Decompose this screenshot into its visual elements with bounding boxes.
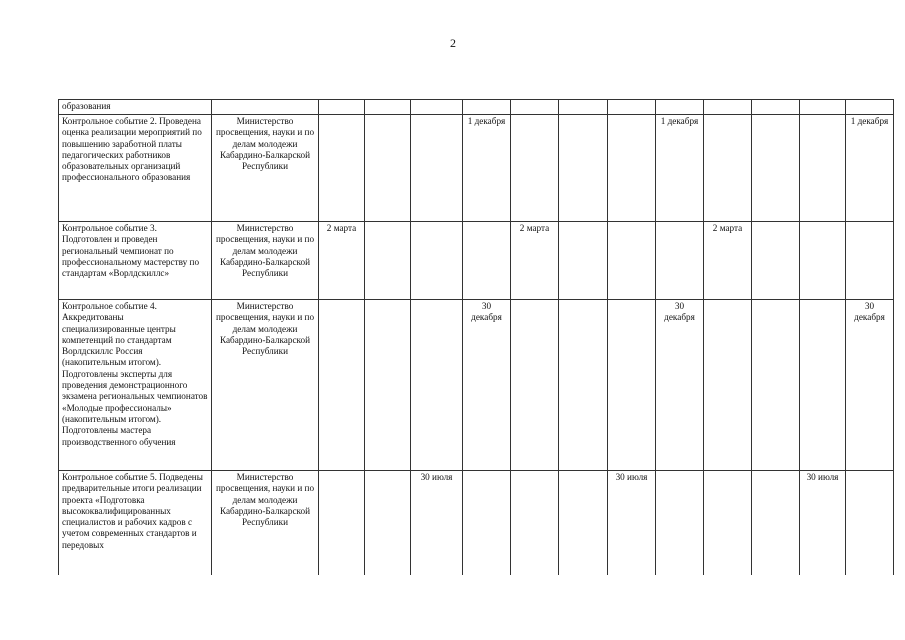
- responsible-org: Министерство просвещения, науки и по делам молодежи Кабардино-Балкарской Республики: [212, 300, 319, 471]
- date-cell: [704, 100, 752, 115]
- event-description: образования: [59, 100, 212, 115]
- date-cell: [365, 100, 411, 115]
- date-cell: 2 марта: [704, 222, 752, 300]
- date-cell: [800, 300, 846, 471]
- date-cell: 30 декабря: [463, 300, 511, 471]
- date-cell: [704, 471, 752, 576]
- date-cell: [463, 471, 511, 576]
- responsible-org: [212, 100, 319, 115]
- date-cell: [559, 100, 608, 115]
- date-cell: [365, 471, 411, 576]
- date-cell: [608, 115, 656, 222]
- event-description: Контрольное событие 2. Проведена оценка реализации мероприятий по повышению заработной платы педагогических работников образовательных организаций профессионального образования: [59, 115, 212, 222]
- page-number: 2: [450, 36, 456, 50]
- date-cell: [608, 300, 656, 471]
- date-cell: 1 декабря: [846, 115, 894, 222]
- date-cell: [559, 471, 608, 576]
- date-cell: [319, 471, 365, 576]
- date-cell: [463, 222, 511, 300]
- event-description: Контрольное событие 5. Подведены предварительные итоги реализации проекта «Подготовка высококвалифицированных специалистов и рабочих кадров с учетом современных стандартов и передовых: [59, 471, 212, 576]
- date-cell: [846, 222, 894, 300]
- responsible-org: Министерство просвещения, науки и по делам молодежи Кабардино-Балкарской Республики: [212, 222, 319, 300]
- date-cell: [608, 100, 656, 115]
- date-cell: [752, 100, 800, 115]
- date-cell: [559, 222, 608, 300]
- date-cell: [752, 300, 800, 471]
- date-cell: [752, 115, 800, 222]
- date-cell: [559, 300, 608, 471]
- responsible-org: Министерство просвещения, науки и по делам молодежи Кабардино-Балкарской Республики: [212, 471, 319, 576]
- date-cell: [752, 471, 800, 576]
- table-row: [59, 100, 894, 115]
- date-cell: 1 декабря: [463, 115, 511, 222]
- date-cell: 30 декабря: [846, 300, 894, 471]
- date-cell: [319, 100, 365, 115]
- date-cell: 1 декабря: [656, 115, 704, 222]
- date-cell: [511, 100, 559, 115]
- date-cell: [800, 222, 846, 300]
- table-row: [59, 115, 894, 222]
- schedule-table: [58, 99, 894, 575]
- date-cell: [463, 100, 511, 115]
- date-cell: [752, 222, 800, 300]
- date-cell: [656, 222, 704, 300]
- date-cell: 30 декабря: [656, 300, 704, 471]
- event-description: Контрольное событие 3. Подготовлен и проведен региональный чемпионат по профессиональному мастерству по стандартам «Ворлдскиллс»: [59, 222, 212, 300]
- date-cell: [511, 300, 559, 471]
- date-cell: 30 июля: [411, 471, 463, 576]
- table-row: [59, 222, 894, 300]
- date-cell: [800, 100, 846, 115]
- date-cell: [656, 471, 704, 576]
- event-description: Контрольное событие 4. Аккредитованы специализированные центры компетенций по стандартам Ворлдскиллс Россия (накопительным итогом). Подготовлены эксперты для проведения демонстрационного экзамена региональных чемпионатов «Молодые профессионалы» (накопительным итогом). Подготовлены мастера производственного обучения: [59, 300, 212, 471]
- date-cell: [365, 115, 411, 222]
- date-cell: 30 июля: [608, 471, 656, 576]
- date-cell: [846, 100, 894, 115]
- date-cell: [511, 471, 559, 576]
- responsible-org: Министерство просвещения, науки и по делам молодежи Кабардино-Балкарской Республики: [212, 115, 319, 222]
- date-cell: [365, 300, 411, 471]
- date-cell: [656, 100, 704, 115]
- date-cell: 2 марта: [319, 222, 365, 300]
- date-cell: [846, 471, 894, 576]
- date-cell: [511, 115, 559, 222]
- date-cell: [411, 222, 463, 300]
- date-cell: [319, 115, 365, 222]
- date-cell: 30 июля: [800, 471, 846, 576]
- date-cell: [411, 115, 463, 222]
- date-cell: [800, 115, 846, 222]
- table-row: [59, 471, 894, 576]
- date-cell: [411, 100, 463, 115]
- table-row: [59, 300, 894, 471]
- date-cell: 2 марта: [511, 222, 559, 300]
- date-cell: [704, 300, 752, 471]
- date-cell: [365, 222, 411, 300]
- date-cell: [411, 300, 463, 471]
- date-cell: [704, 115, 752, 222]
- date-cell: [559, 115, 608, 222]
- date-cell: [608, 222, 656, 300]
- date-cell: [319, 300, 365, 471]
